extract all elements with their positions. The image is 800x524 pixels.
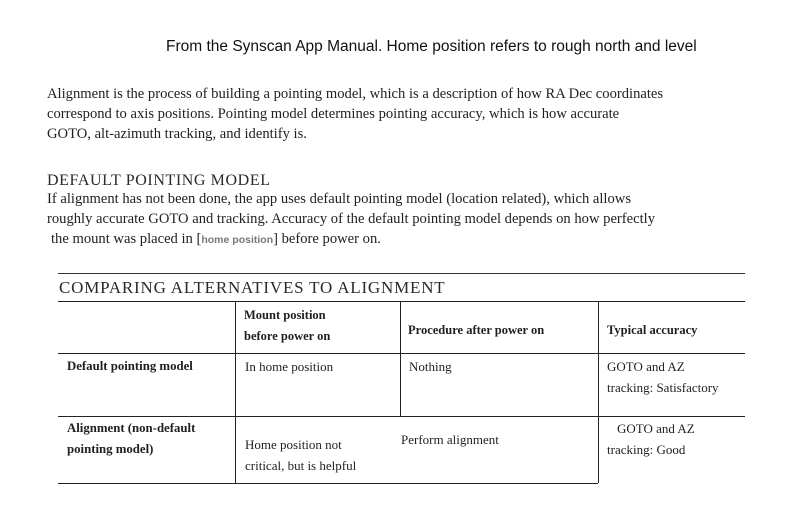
row-alignment-accuracy	[607, 418, 695, 460]
table-top-rule	[58, 273, 745, 274]
row-alignment-accuracy-line-2: tracking: Good	[607, 442, 686, 457]
row-alignment-label-line-1: Alignment (non-default	[67, 421, 196, 435]
row-alignment-label-line-2: pointing model)	[67, 442, 154, 456]
table-col-rule-1	[235, 301, 236, 483]
header-note: From the Synscan App Manual. Home position refers to rough north and level	[166, 38, 697, 55]
intro-line-3: GOTO, alt-azimuth tracking, and identify is.	[47, 126, 307, 142]
col-header-mount-line-1: Mount position	[244, 308, 326, 322]
row-default-accuracy-line-1: GOTO and AZ	[607, 359, 685, 374]
default-line-3	[47, 229, 747, 250]
table-rule-bottom	[58, 483, 598, 484]
default-line-3-end: ] before power on.	[273, 231, 381, 247]
default-line-1: If alignment has not been done, the app uses default pointing model (location related), which allows	[47, 191, 631, 207]
intro-line-1: Alignment is the process of building a pointing model, which is a description of how RA Dec coordinates	[47, 86, 664, 102]
intro-paragraph	[47, 84, 747, 144]
comparison-heading: COMPARING ALTERNATIVES TO ALIGNMENT	[59, 278, 446, 297]
default-model-heading: DEFAULT POINTING MODEL	[47, 172, 271, 189]
row-alignment-mount	[245, 434, 356, 476]
table-col-rule-3	[598, 301, 599, 483]
col-header-procedure: Procedure after power on	[408, 323, 545, 337]
row-default-mount: In home position	[245, 359, 334, 374]
default-line-2: roughly accurate GOTO and tracking. Accuracy of the default pointing model depends on how perfectly	[47, 211, 656, 227]
col-header-accuracy: Typical accuracy	[607, 323, 698, 337]
row-default-procedure: Nothing	[409, 359, 452, 374]
row-default-label: Default pointing model	[67, 359, 193, 373]
col-header-mount-position	[244, 305, 330, 347]
home-position-tag: home position	[201, 234, 274, 246]
row-alignment-accuracy-line-1: GOTO and AZ	[617, 421, 695, 436]
table-rule-header	[58, 353, 745, 354]
row-alignment-procedure: Perform alignment	[401, 432, 499, 447]
row-alignment-mount-line-1: Home position not	[245, 437, 342, 452]
row-default-accuracy-line-2: tracking: Satisfactory	[607, 380, 719, 395]
intro-line-2: correspond to axis positions. Pointing model determines pointing accuracy, which is how accurate	[47, 106, 620, 122]
default-line-3-start: the mount was placed in [	[51, 231, 202, 247]
table-rule-top	[58, 301, 745, 302]
row-default-accuracy	[607, 356, 719, 398]
comparison-table	[58, 301, 745, 484]
row-alignment-mount-line-2: critical, but is helpful	[245, 458, 357, 473]
row-alignment-label	[67, 418, 195, 460]
table-rule-row1	[58, 416, 745, 417]
col-header-mount-line-2: before power on	[244, 329, 331, 343]
table-col-rule-2	[400, 301, 401, 416]
default-model-paragraph	[47, 189, 747, 250]
